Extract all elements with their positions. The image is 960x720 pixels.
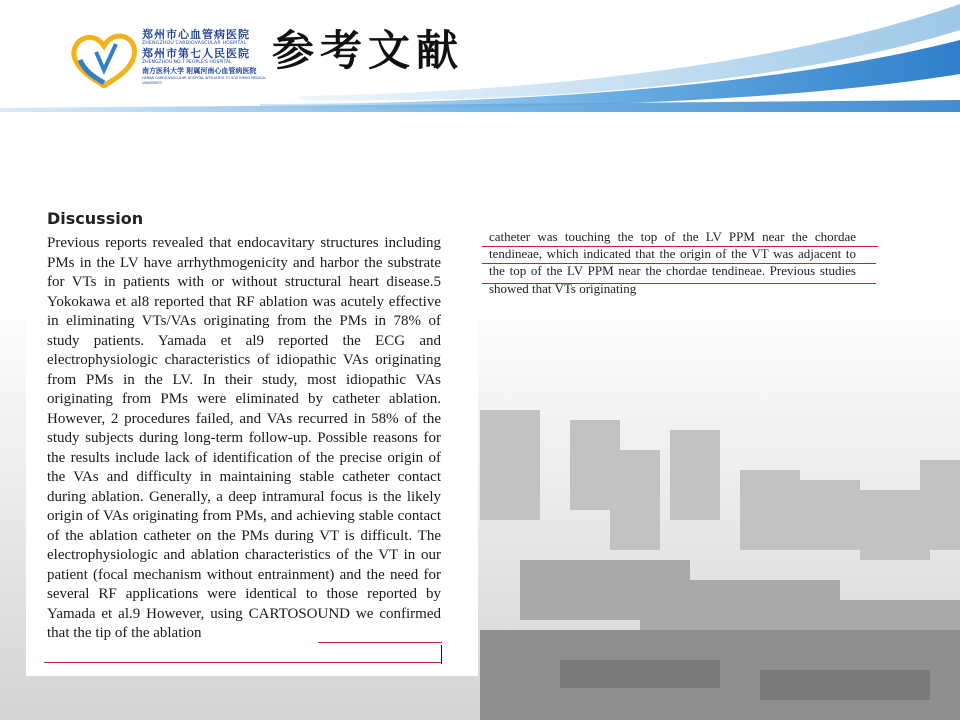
highlight-underline-left-1 xyxy=(318,642,442,643)
highlight-underline-left-2 xyxy=(44,662,442,663)
hospital-logo xyxy=(66,26,142,88)
highlight-underline-right-2 xyxy=(482,263,876,264)
text-cursor-bracket xyxy=(441,645,442,664)
discussion-heading: Discussion xyxy=(47,209,144,228)
highlight-underline-right-3 xyxy=(482,283,876,284)
highlight-underline-right-1 xyxy=(482,246,878,247)
continued-paragraph: catheter was touching the top of the LV PPM near the chordae tendineae, which indicated that the origin of the VT was adjacent to the top of the LV PPM near the chordae tendineae. Previous studies showed that VTs originating xyxy=(489,229,856,296)
hospital-name-en-1: ZHENGZHOU CARDIOVASCULAR HOSPITAL xyxy=(142,41,247,46)
slide-header xyxy=(0,0,960,110)
slide-title: 参考文献 xyxy=(272,26,465,75)
hospital-affiliation-cn: 南方医科大学 附属河南心血管病医院 xyxy=(142,67,257,75)
discussion-paragraph: Previous reports revealed that endocavitary structures including PMs in the LV have arrhythmogenicity and harbor the substrate for VTs in patients with or without structural heart disease.5 Yokokawa et al8 reported that RF ablation was acutely effective in eliminating VTs/VAs originating from the PMs in 78% of study patients. Yamada et al9 reported the ECG and electrophysiologic characteristics of idiopathic VAs originating from PMs in the LV. In their study, most idiopathic VAs originating from PMs were eliminated by catheter ablation. However, 2 procedures failed, and VAs recurred in 58% of the study subjects during long-term follow-up. Possible reasons for the results include lack of identification of the precise origin of the VAs and difficulty in maintaining stable catheter contact during ablation. Generally, a deep intramural focus is the likely origin of VAs originating from PMs, and achieving stable contact of the ablation catheter on the PMs during VT is difficult. The electrophysiologic and ablation characteristics of the VT in our patient (focal mechanism without entrainment) and the need for several RF applications were identical to those reported by Yamada et al.9 However, using CARTOSOUND we confirmed that the tip of the ablation xyxy=(47,235,441,641)
hospital-name-block xyxy=(142,28,272,86)
hospital-name-cn-2: 郑州市第七人民医院 xyxy=(142,47,250,60)
hospital-name-en-2: ZHENGZHOU NO.7 PEOPLE'S HOSPITAL xyxy=(142,60,232,65)
hospital-affiliation-en: HENAN CARDIOVASCULAR HOSPITAL AFFILIATED TO SOUTHERN MEDICAL UNIVERSITY xyxy=(142,76,267,85)
hospital-name-cn-1: 郑州市心血管病医院 xyxy=(142,28,250,41)
